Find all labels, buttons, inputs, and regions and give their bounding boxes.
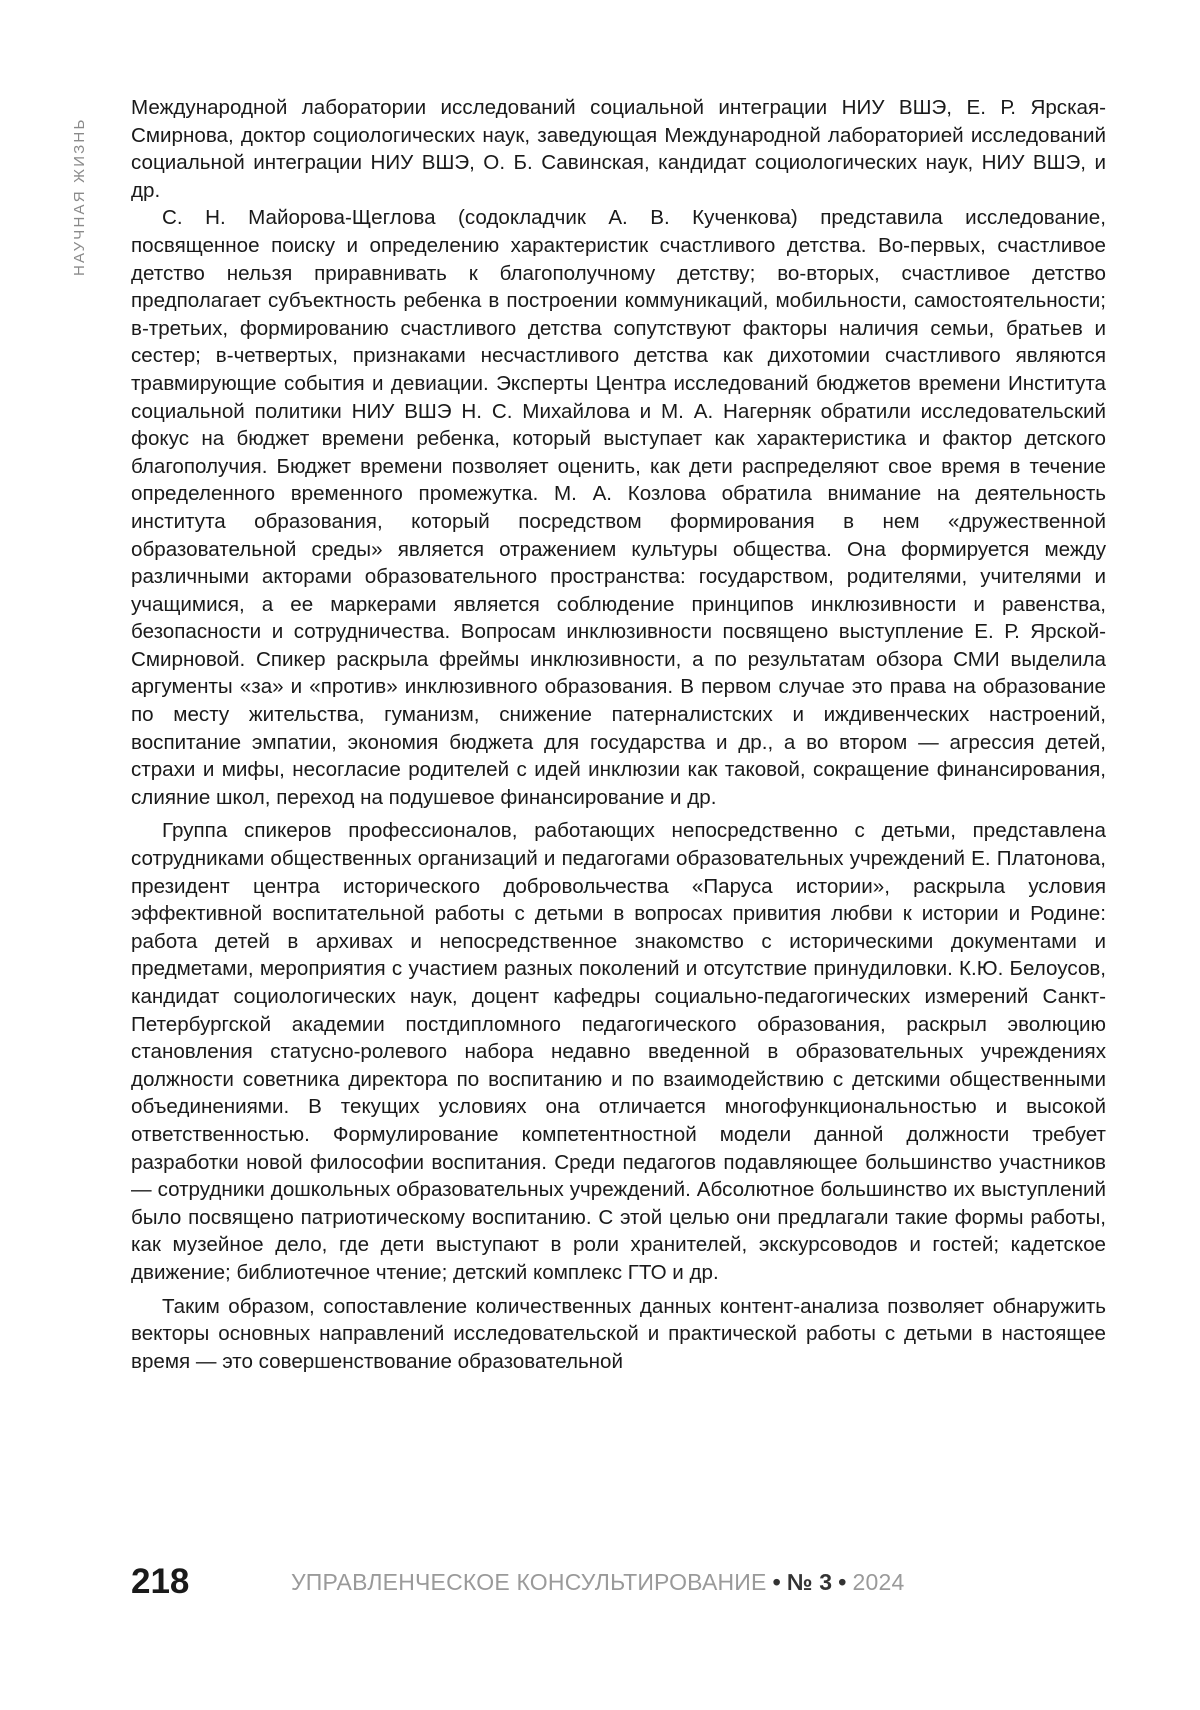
journal-title: УПРАВЛЕНЧЕСКОЕ КОНСУЛЬТИРОВАНИЕ — [291, 1569, 767, 1595]
article-body — [131, 94, 1106, 1375]
journal-info — [291, 1567, 905, 1597]
paragraph-1: Международной лаборатории исследований социальной интеграции НИУ ВШЭ, Е. Р. Ярская-Смирнова, доктор социологических наук, заведующая Международной лабораторией исследований социальной интеграции НИУ ВШЭ, О. Б. Савинская, кандидат социологических наук, НИУ ВШЭ, и др. — [131, 94, 1106, 204]
paragraph-3: Группа спикеров профессионалов, работающих непосредственно с детьми, представлена сотрудниками общественных организаций и педагогами образовательных учреждений Е. Платонова, президент центра исторического добровольчества «Паруса истории», раскрыла условия эффективной воспитательной работы с детьми в вопросах привития любви к истории и Родине: работа детей в архивах и непосредственное знакомство с историческими документами и предметами, мероприятия с участием разных поколений и отсутствие принудиловки. К.Ю. Белоусов, кандидат социологических наук, доцент кафедры социально-педагогических измерений Санкт-Петербургской академии постдипломного педагогического образования, раскрыл эволюцию становления статусно-ролевого набора недавно введенной в образовательных учреждениях должности советника директора по воспитанию и по взаимодействию с детскими общественными объединениями. В текущих условиях она отличается многофункциональностью и высокой ответственностью. Формулирование компетентностной модели данной должности требует разработки новой философии воспитания. Среди педагогов подавляющее большинство участников — сотрудники дошкольных образовательных учреждений. Абсолютное большинство их выступлений было посвящено патриотическому воспитанию. С этой целью они предлагали такие формы работы, как музейное дело, где дети выступают в роли хранителей, экскурсоводов и гостей; кадетское движение; библиотечное чтение; детский комплекс ГТО и др. — [131, 817, 1106, 1286]
issue-year: 2024 — [853, 1569, 905, 1595]
section-rubric: НАУЧНАЯ ЖИЗНЬ — [68, 76, 92, 276]
separator-dot: • — [767, 1569, 787, 1595]
separator-dot: • — [832, 1569, 852, 1595]
paragraph-2: С. Н. Майорова-Щеглова (содокладчик А. В. Кученкова) представила исследование, посвященное поиску и определению характеристик счастливого детства. Во-первых, счастливое детство нельзя приравнивать к благополучному детству; во-вторых, счастливое детство предполагает субъектность ребенка в построении коммуникаций, мобильности, самостоятельности; в-третьих, формированию счастливого детства сопутствуют факторы наличия семьи, братьев и сестер; в-четвертых, признаками несчастливого детства как дихотомии счастливого являются травмирующие события и девиации. Эксперты Центра исследований бюджетов времени Института социальной политики НИУ ВШЭ Н. С. Михайлова и М. А. Нагерняк обратили исследовательский фокус на бюджет времени ребенка, который выступает как характеристика и фактор детского благополучия. Бюджет времени позволяет оценить, как дети распределяют свое время в течение определенного временного промежутка. М. А. Козлова обратила внимание на деятельность института образования, который посредством формирования в нем «дружественной образовательной среды» является отражением культуры общества. Она формируется между различными акторами образовательного пространства: государством, родителями, учителями и учащимися, а ее маркерами является соблюдение принципов инклюзивности и равенства, безопасности и сотрудничества. Вопросам инклюзивности посвящено выступление Е. Р. Ярской-Смирновой. Спикер раскрыла фреймы инклюзивности, а по результатам обзора СМИ выделила аргументы «за» и «против» инклюзивного образования. В первом случае это права на образование по месту жительства, гуманизм, снижение патерналистских и иждивенческих настроений, воспитание эмпатии, экономия бюджета для государства и др., а во втором — агрессия детей, страхи и мифы, несогласие родителей с идей инклюзии как таковой, сокращение финансирования, слияние школ, переход на подушевое финансирование и др. — [131, 204, 1106, 811]
paragraph-4: Таким образом, сопоставление количественных данных контент-анализа позволяет обнаружить векторы основных направлений исследовательской и практической работы с детьми в настоящее время — это совершенствование образовательной — [131, 1293, 1106, 1376]
page-footer — [131, 1562, 1106, 1602]
issue-number: № 3 — [787, 1569, 832, 1595]
page-number: 218 — [131, 1562, 189, 1602]
